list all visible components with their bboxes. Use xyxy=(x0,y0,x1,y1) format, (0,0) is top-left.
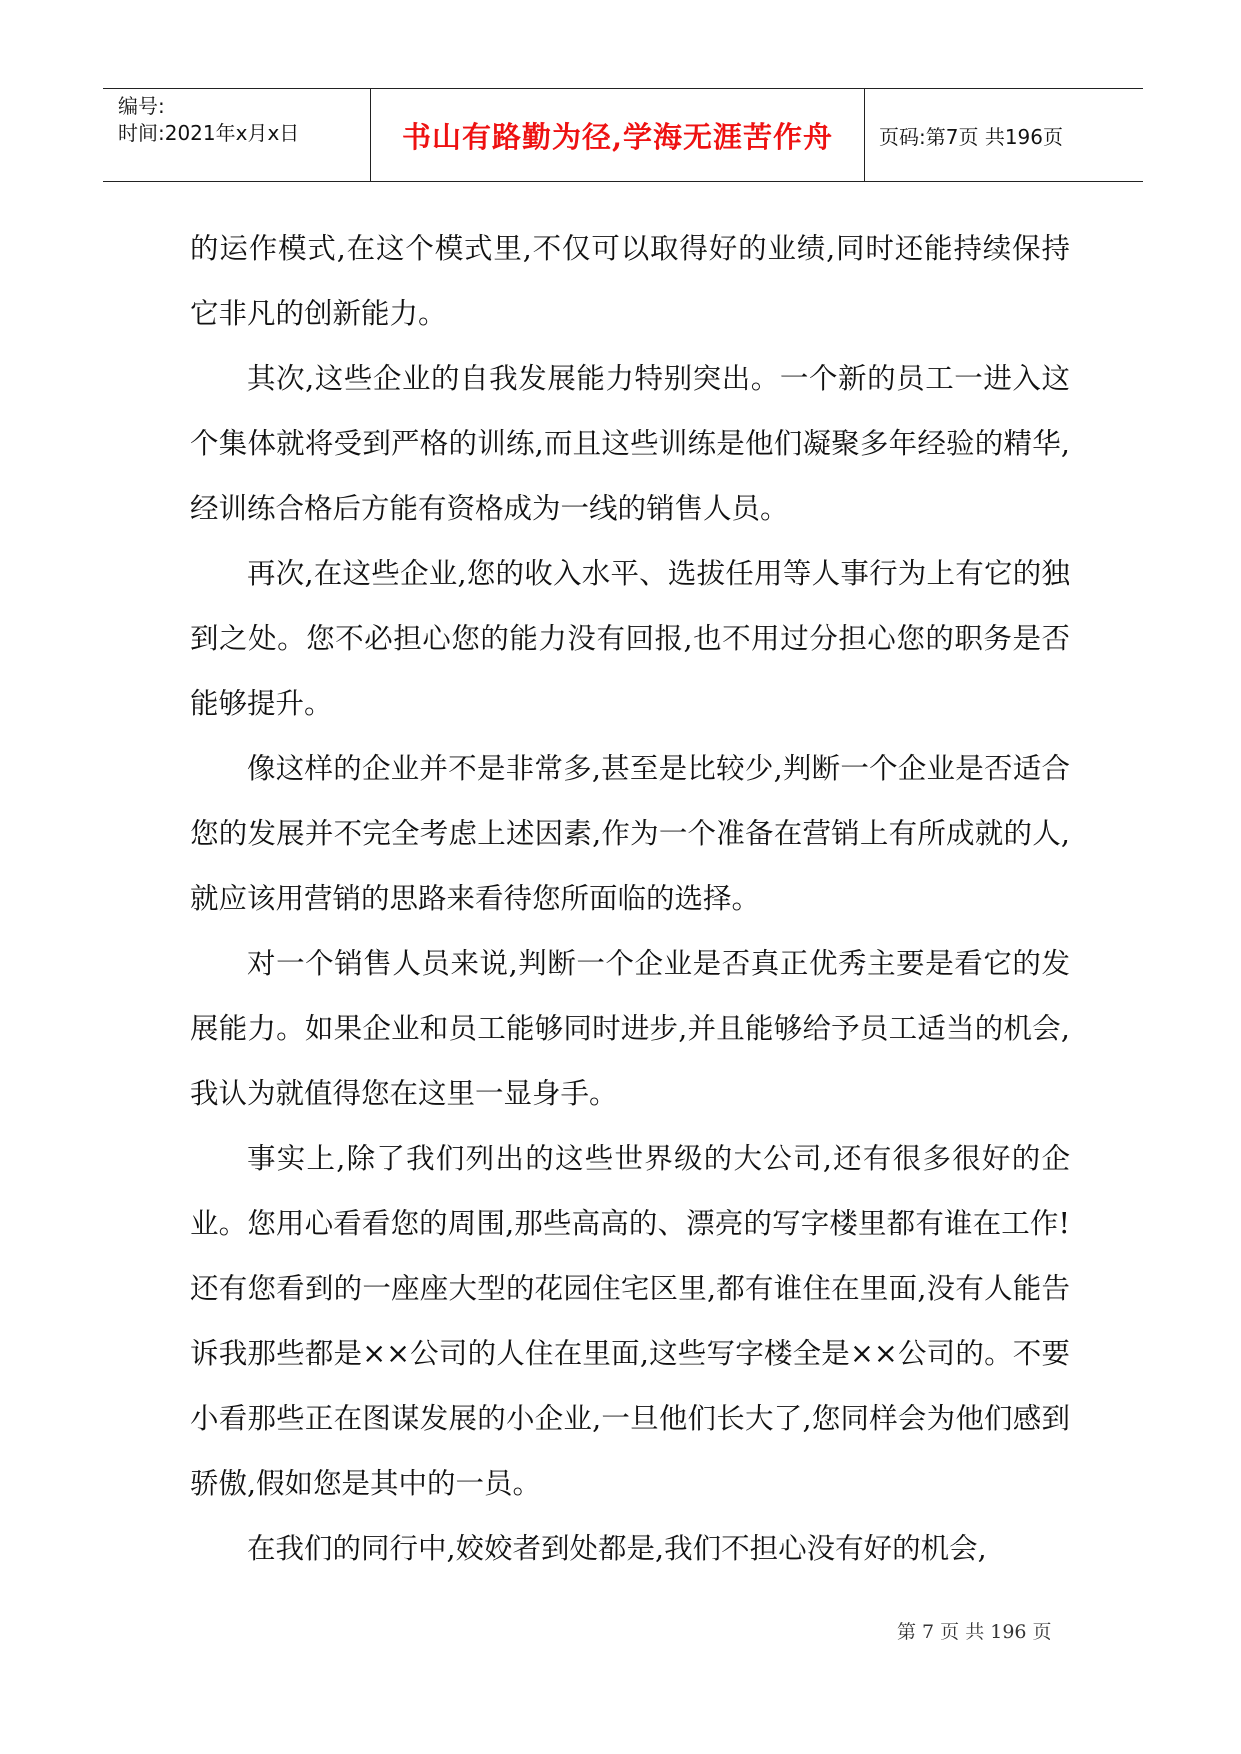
page-header xyxy=(103,88,1143,182)
header-meta xyxy=(103,89,371,181)
paragraph: 对一个销售人员来说,判断一个企业是否真正优秀主要是看它的发展能力。如果企业和员工能够同时进步,并且能够给予员工适当的机会,我认为就值得您在这里一显身手。 xyxy=(190,947,1070,1110)
paragraph: 像这样的企业并不是非常多,甚至是比较少,判断一个企业是否适合您的发展并不完全考虑上述因素,作为一个准备在营销上有所成就的人,就应该用营销的思路来看待您所面临的选择。 xyxy=(190,752,1070,915)
paragraph: 在我们的同行中,姣姣者到处都是,我们不担心没有好的机会, xyxy=(247,1532,987,1565)
document-body xyxy=(190,216,1070,1581)
page-footer: 第 7 页 共 196 页 xyxy=(897,1621,1052,1643)
paragraph: 事实上,除了我们列出的这些世界级的大公司,还有很多很好的企业。您用心看看您的周围,那些高高的、漂亮的写字楼里都有谁在工作!还有您看到的一座座大型的花园住宅区里,都有谁住在里面,没有人能告诉我那些都是××公司的人住在里面,这些写字楼全是××公司的。不要小看那些正在图谋发展的小企业,一旦他们长大了,您同样会为他们感到骄傲,假如您是其中的一员。 xyxy=(190,1142,1070,1500)
paragraph: 再次,在这些企业,您的收入水平、选拔任用等人事行为上有它的独到之处。您不必担心您的能力没有回报,也不用过分担心您的职务是否能够提升。 xyxy=(190,557,1070,720)
paragraph: 其次,这些企业的自我发展能力特别突出。一个新的员工一进入这个集体就将受到严格的训练,而且这些训练是他们凝聚多年经验的精华,经训练合格后方能有资格成为一线的销售人员。 xyxy=(190,362,1070,525)
header-motto: 书山有路勤为径,学海无涯苦作舟 xyxy=(371,89,865,181)
header-page-info: 页码:第7页 共196页 xyxy=(879,124,1063,149)
paragraph: 的运作模式,在这个模式里,不仅可以取得好的业绩,同时还能持续保持它非凡的创新能力。 xyxy=(190,232,1070,330)
serial-label: 编号: xyxy=(118,94,165,118)
time-label: 时间:2021年x月x日 xyxy=(118,121,300,145)
